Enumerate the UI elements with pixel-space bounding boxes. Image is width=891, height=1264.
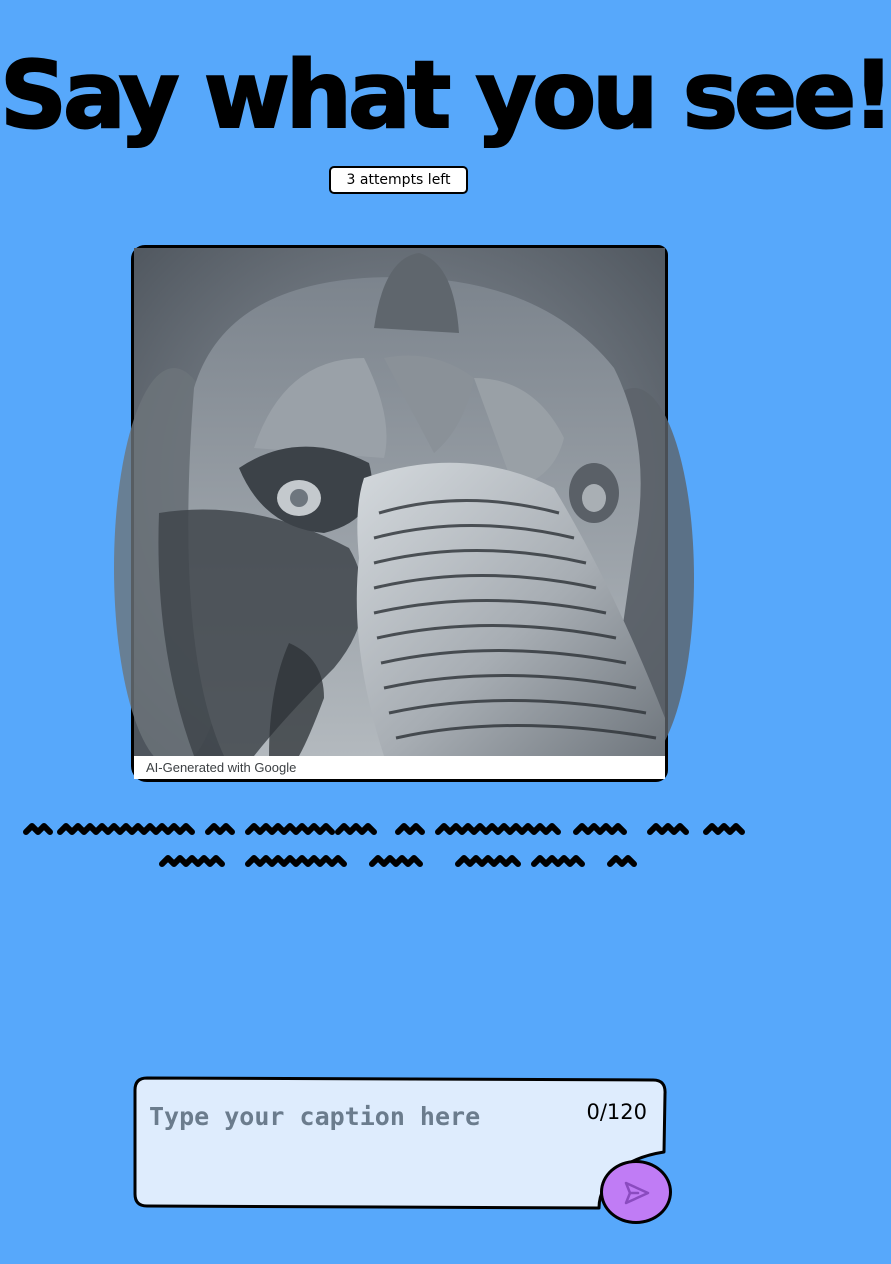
scribble-word <box>338 826 374 832</box>
scribble-word <box>610 858 634 864</box>
character-counter: 0/120 <box>586 1100 647 1124</box>
scribble-word <box>248 858 344 864</box>
caption-box <box>133 1076 665 1208</box>
caption-input[interactable] <box>149 1096 569 1136</box>
scribble-word <box>60 826 192 832</box>
scribble-word <box>398 826 422 832</box>
scribble-word <box>208 826 232 832</box>
scribble-word <box>26 826 50 832</box>
hidden-caption-scribble <box>20 812 767 882</box>
scribble-word <box>706 826 742 832</box>
scribble-word <box>372 858 420 864</box>
image-credit: AI-Generated with Google <box>134 756 665 779</box>
scribble-word <box>438 826 558 832</box>
scribble-word <box>534 858 582 864</box>
send-icon <box>623 1180 651 1206</box>
page-title: Say what you see! <box>0 41 891 149</box>
send-button[interactable] <box>600 1160 672 1224</box>
attempts-badge: 3 attempts left <box>329 166 468 194</box>
scribble-word <box>248 826 332 832</box>
scribble-word <box>458 858 518 864</box>
scribble-word <box>576 826 624 832</box>
elephant-sculpture-image <box>134 248 665 756</box>
generated-image <box>131 245 668 782</box>
scribble-word <box>650 826 686 832</box>
scribble-word <box>162 858 222 864</box>
